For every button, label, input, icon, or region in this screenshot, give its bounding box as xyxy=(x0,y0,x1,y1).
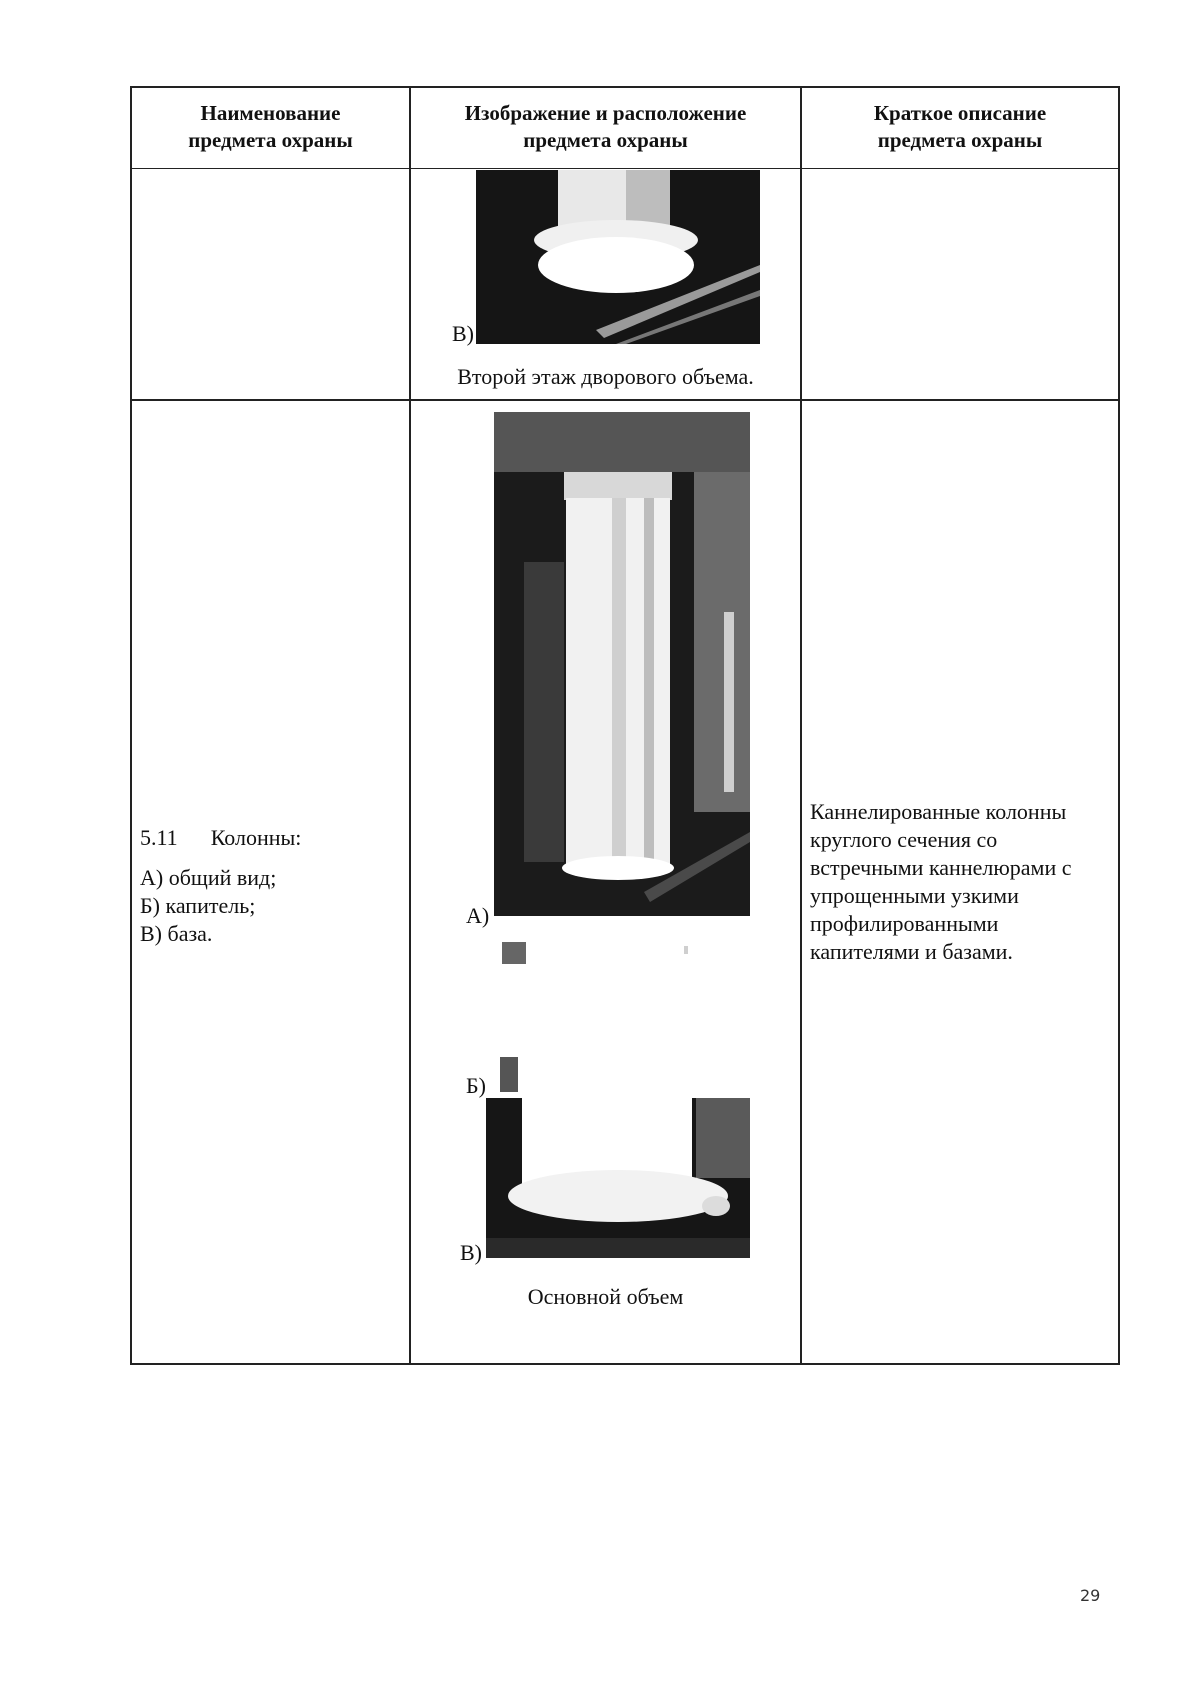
item-parts-list xyxy=(140,864,276,948)
item-part-a: А) общий вид; xyxy=(140,865,277,890)
description-line-6: капителями и базами. xyxy=(810,939,1013,964)
header-name-cell xyxy=(132,86,409,168)
header-description-line1: Краткое описание xyxy=(873,101,1047,125)
item-part-v: В) база. xyxy=(140,921,213,946)
table-border-bottom xyxy=(130,1363,1120,1365)
row-divider xyxy=(130,399,1120,401)
header-name-line1: Наименование xyxy=(200,101,341,125)
description-line-4: упрощенными узкими xyxy=(810,883,1019,908)
protection-table xyxy=(130,86,1120,1365)
item-number: 5.11 xyxy=(140,825,178,850)
column-general-view-photo xyxy=(494,412,750,916)
header-name-line2: предмета охраны xyxy=(188,128,353,152)
header-divider xyxy=(130,168,1120,169)
caption-row1: Второй этаж дворового объема. xyxy=(457,364,754,389)
caption-row2: Основной объем xyxy=(527,1284,684,1309)
header-image-line2: предмета охраны xyxy=(523,128,688,152)
photo-label-v: В) xyxy=(460,1240,482,1265)
page-number: 29 xyxy=(1080,1586,1101,1605)
table-border-right xyxy=(1118,86,1120,1365)
header-description-cell xyxy=(802,86,1118,168)
item-title xyxy=(140,824,301,852)
photo-label-b: Б) xyxy=(466,1073,486,1098)
column-base-photo-row2 xyxy=(486,1098,750,1258)
column-base-photo-row1 xyxy=(476,170,760,344)
description-line-1: Каннелированные колонны xyxy=(810,799,1067,824)
description-line-3: встречными каннелюрами с xyxy=(810,855,1072,880)
header-image-cell xyxy=(411,86,800,168)
column-divider-2 xyxy=(800,86,802,1365)
item-part-b: Б) капитель; xyxy=(140,893,256,918)
header-description-line2: предмета охраны xyxy=(877,128,1043,152)
table-border-left xyxy=(130,86,132,1365)
item-name: Колонны: xyxy=(210,825,302,850)
column-capital-photo xyxy=(494,932,750,1092)
photo-label-a: А) xyxy=(466,903,490,928)
description-line-2: круглого сечения со xyxy=(810,827,998,852)
photo-label-row1: В) xyxy=(452,321,474,346)
column-divider-1 xyxy=(409,86,411,1365)
item-description xyxy=(810,798,1114,966)
header-image-line1: Изображение и расположение xyxy=(464,101,747,125)
description-line-5: профилированными xyxy=(810,911,999,936)
